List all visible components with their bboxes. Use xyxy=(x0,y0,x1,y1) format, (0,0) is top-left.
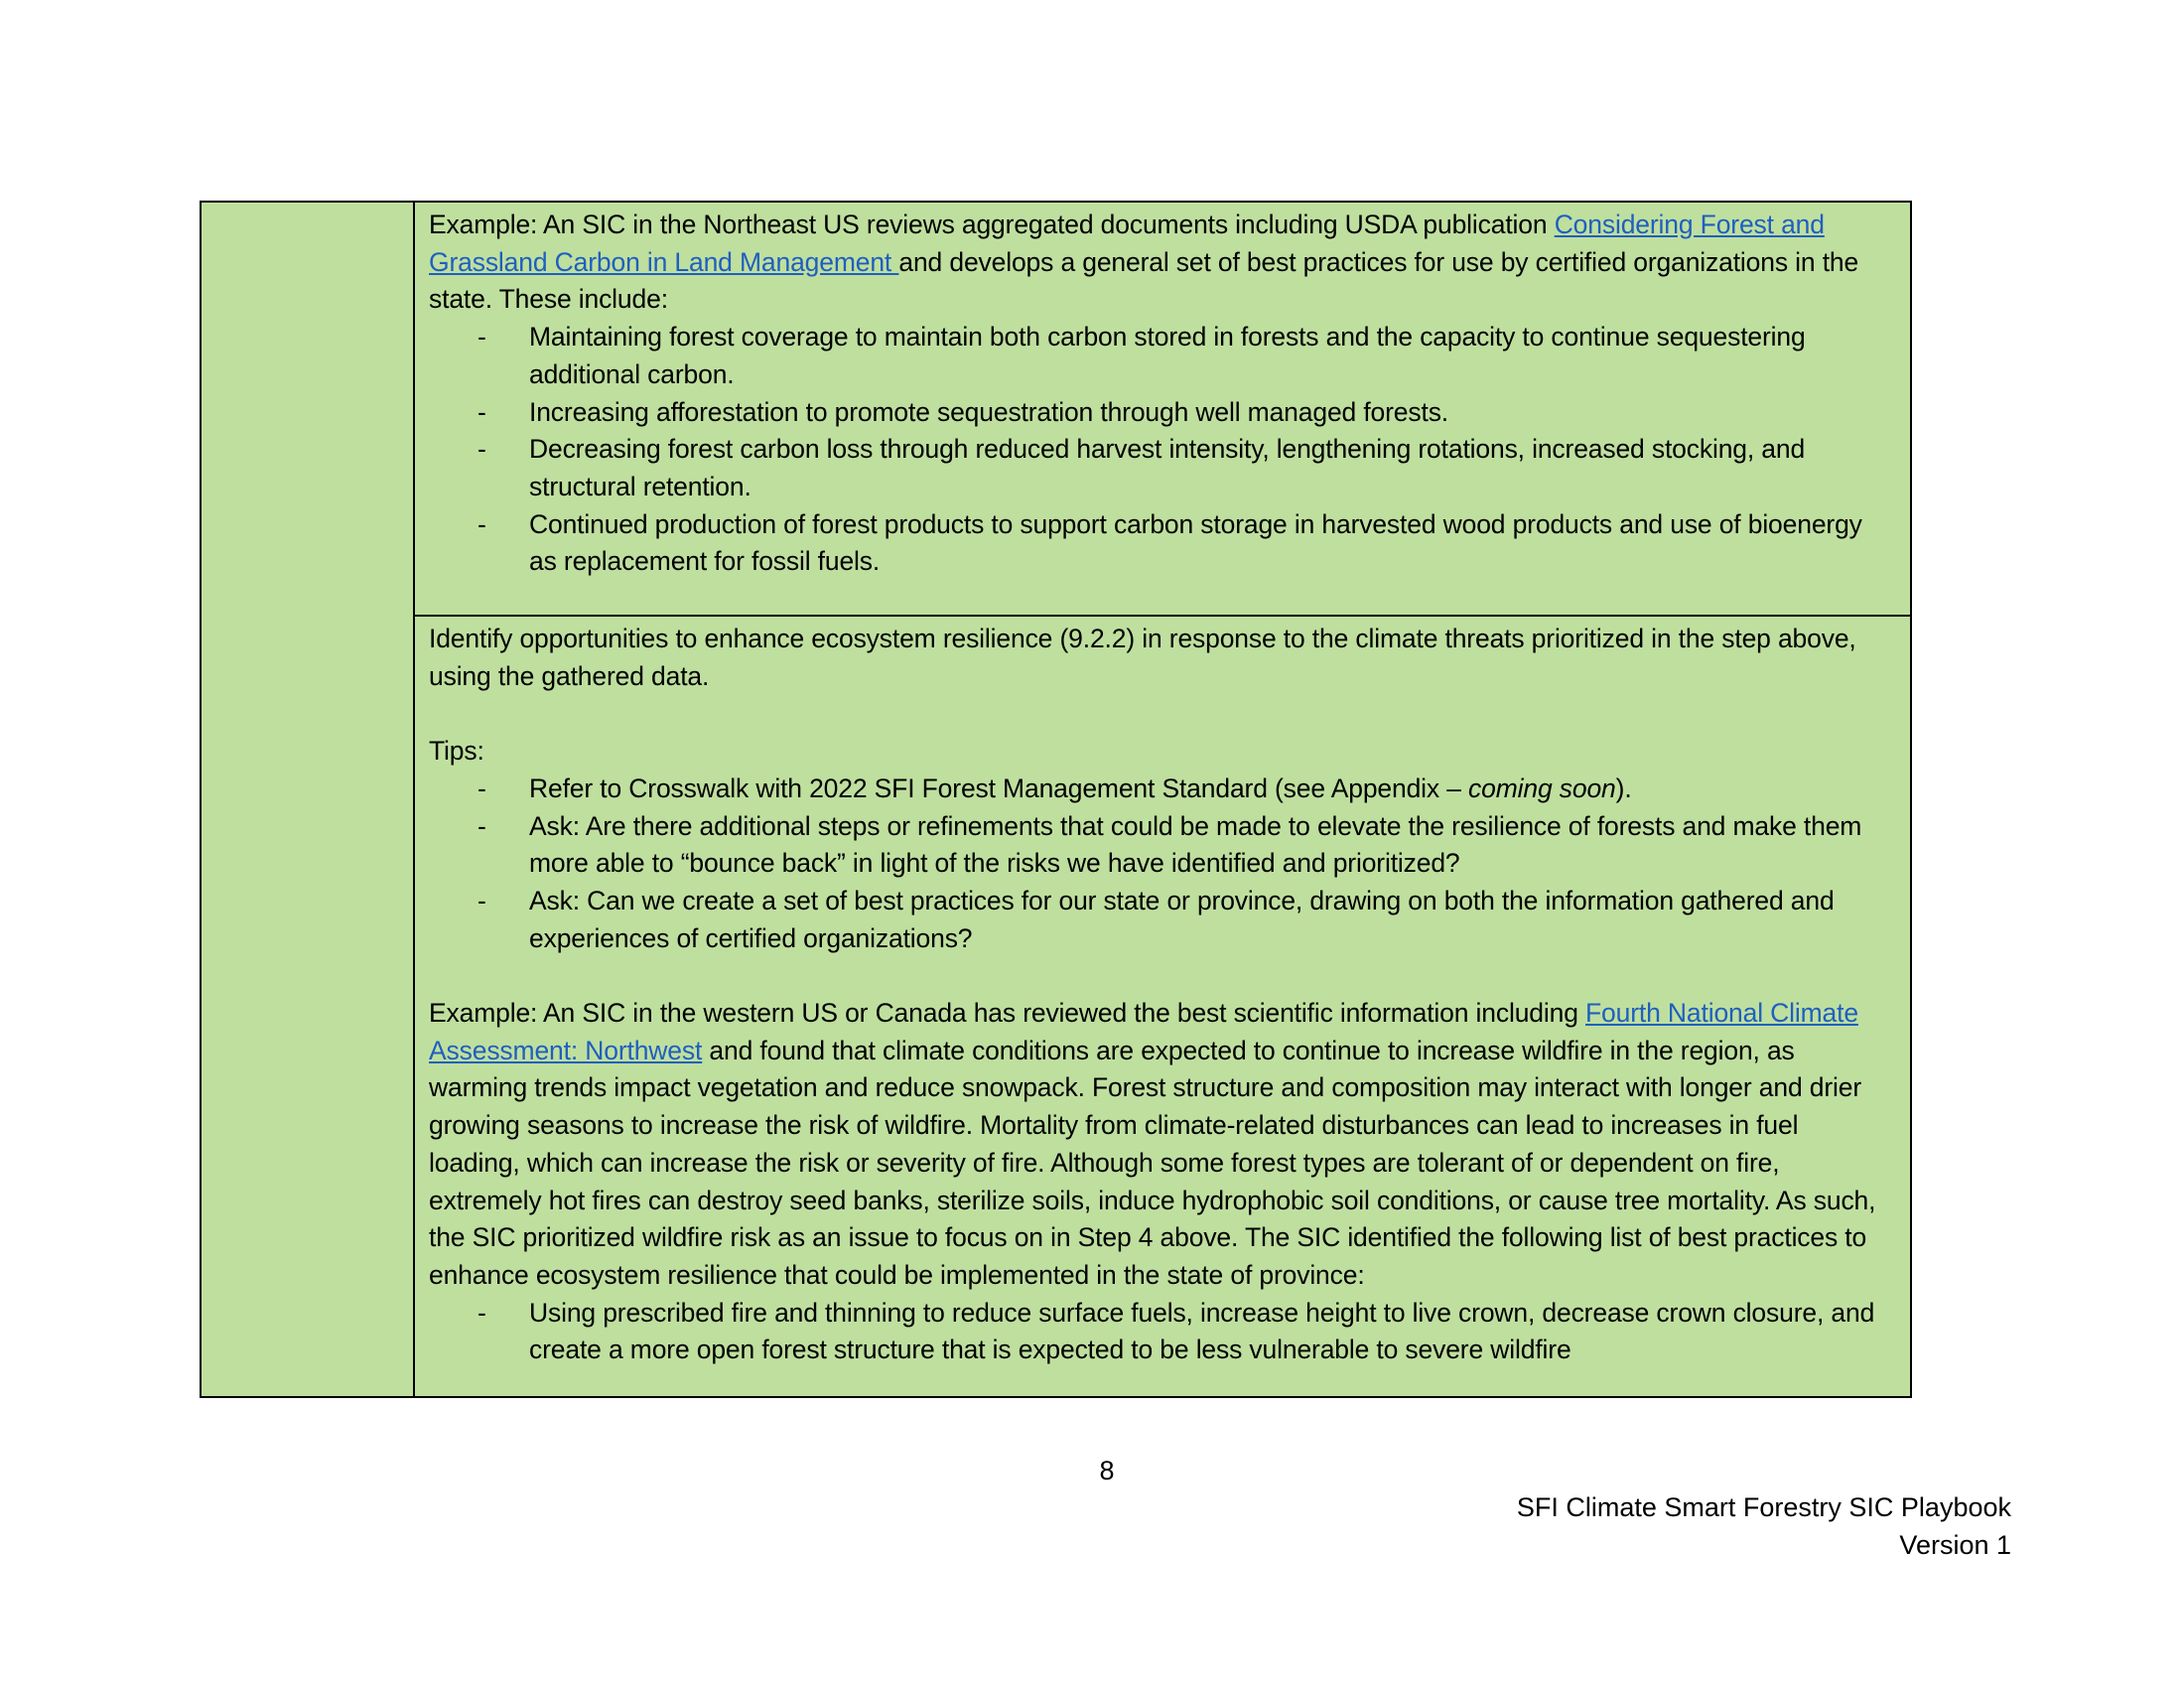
example-western-text: Example: An SIC in the western US or Canada has reviewed the best scientific information including xyxy=(429,998,1586,1028)
table-row xyxy=(201,616,1911,1397)
tip-italic-text: coming soon xyxy=(1468,773,1616,803)
list-item xyxy=(478,319,1896,393)
western-practices-list xyxy=(429,1295,1896,1369)
page-number: 8 xyxy=(1099,1456,1115,1485)
list-item xyxy=(478,1295,1896,1369)
tip-text: Refer to Crosswalk with 2022 SFI Forest Management Standard (see Appendix – xyxy=(529,773,1469,803)
content-table xyxy=(200,201,1912,1398)
dash-marker: - xyxy=(478,810,486,841)
list-item xyxy=(478,431,1896,505)
tips-label: Tips: xyxy=(429,736,484,767)
footer-title: SFI Climate Smart Forestry SIC Playbook xyxy=(1516,1492,2011,1522)
example-northeast-paragraph xyxy=(429,207,1896,319)
dash-marker: - xyxy=(478,322,486,352)
resilience-intro: Identify opportunities to enhance ecosystem resilience (9.2.2) in response to the climate threats prioritized in the step above, using the gathered data. xyxy=(429,624,1856,691)
example-northeast-cell xyxy=(414,202,1911,616)
tip-text-end: ). xyxy=(1615,773,1632,803)
example-northeast-text-after: and develops a general set of best practices for use by certified organizations in the state. These include: xyxy=(429,246,1859,315)
tip-text: Ask: Can we create a set of best practices for our state or province, drawing on both the information gathered and experiences of certified organizations? xyxy=(529,885,1835,953)
example-northeast-text: Example: An SIC in the Northeast US reviews aggregated documents including USDA publication xyxy=(429,210,1555,239)
list-item xyxy=(478,394,1896,432)
list-item-text: Maintaining forest coverage to maintain both carbon stored in forests and the capacity to continue sequestering additional carbon. xyxy=(529,322,1806,389)
list-item xyxy=(478,808,1896,883)
dash-marker: - xyxy=(478,1297,486,1328)
dash-marker: - xyxy=(478,773,486,803)
northeast-practices-list xyxy=(429,319,1896,581)
list-item-text: Continued production of forest products to support carbon storage in harvested wood products and use of bioenergy as replacement for fossil fuels. xyxy=(529,508,1862,577)
dash-marker: - xyxy=(478,508,486,539)
table-row xyxy=(201,202,1911,616)
list-item-text: Increasing afforestation to promote sequestration through well managed forests. xyxy=(529,396,1449,427)
left-column-cell xyxy=(201,202,414,1397)
list-item-text: Decreasing forest carbon loss through reduced harvest intensity, lengthening rotations, increased stocking, and structural retention. xyxy=(529,434,1806,501)
footer-version: Version 1 xyxy=(1899,1529,2011,1560)
tip-text: Ask: Are there additional steps or refinements that could be made to elevate the resilience of forests and make them more able to “bounce back” in light of the risks we have identified and prioritized? xyxy=(529,810,1862,879)
list-item xyxy=(478,883,1896,957)
list-item-text: Using prescribed fire and thinning to reduce surface fuels, increase height to live crown, decrease crown closure, and create a more open forest structure that is expected to be less vulnerable to severe wildfire xyxy=(529,1297,1875,1365)
tips-list xyxy=(429,771,1896,958)
example-western-paragraph xyxy=(429,995,1896,1295)
dash-marker: - xyxy=(478,396,486,427)
usda-publication-link[interactable]: Considering Forest and Grassland Carbon in Land Management xyxy=(429,210,1825,277)
dash-marker: - xyxy=(478,885,486,915)
resilience-cell xyxy=(414,616,1911,1397)
climate-assessment-link[interactable]: Fourth National Climate Assessment: Northwest xyxy=(429,998,1858,1065)
list-item xyxy=(478,506,1896,581)
list-item xyxy=(478,771,1896,808)
document-footer xyxy=(1517,1489,2011,1564)
example-western-text-after: and found that climate conditions are expected to continue to increase wildfire in the region, as warming trends impact vegetation and reduce snowpack. Forest structure and composition may interact with longer and drier growing seasons to increase the risk of wildfire. Mortality from climate-related disturbances can lead to increases in fuel loading, which can increase the risk or severity of fire. Although some forest types are tolerant of or dependent on fire, extremely hot fires can destroy seed banks, sterilize soils, induce hydrophobic soil conditions, or cause tree mortality. As such, the SIC prioritized wildfire risk as an issue to focus on in Step 4 above. The SIC identified the following list of best practices to enhance ecosystem resilience that could be implemented in the state of province: xyxy=(429,1035,1876,1290)
dash-marker: - xyxy=(478,434,486,465)
